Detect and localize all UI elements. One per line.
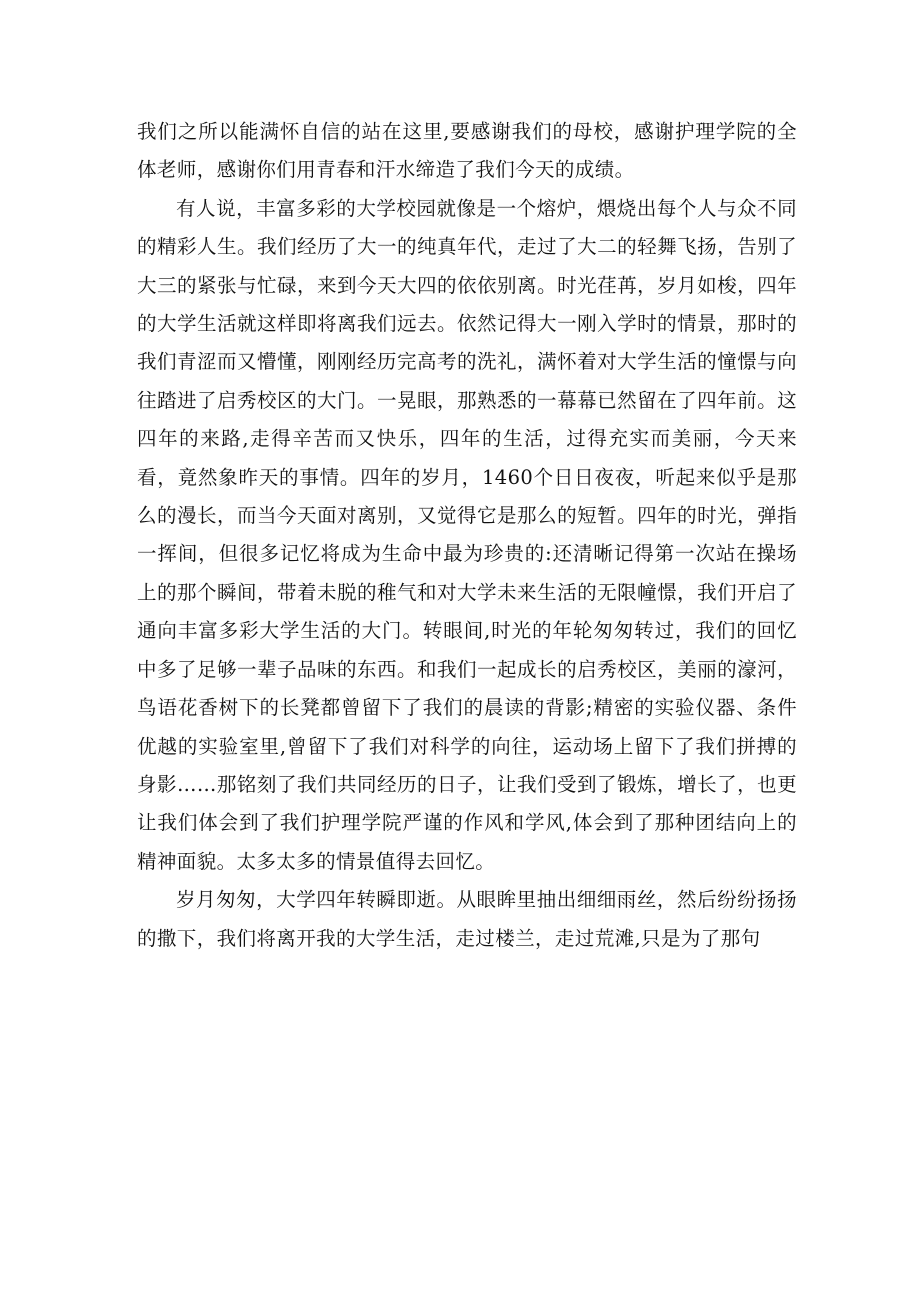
document-body [137, 113, 797, 958]
paragraph-1: 我们之所以能满怀自信的站在这里,要感谢我们的母校，感谢护理学院的全体老师，感谢你们用青春和汗水缔造了我们今天的成绩。 [137, 120, 797, 182]
paragraph-3: 岁月匆匆，大学四年转瞬即逝。从眼眸里抽出细细雨丝，然后纷纷扬扬的撒下，我们将离开我的大学生活，走过楼兰，走过荒滩,只是为了那句 [137, 888, 797, 950]
paragraph-2: 有人说，丰富多彩的大学校园就像是一个熔炉，煨烧出每个人与众不同的精彩人生。我们经历了大一的纯真年代，走过了大二的轻舞飞扬，告别了大三的紧张与忙碌，来到今天大四的依依别离。时光荏苒，岁月如梭，四年的大学生活就这样即将离我们远去。依然记得大一刚入学时的情景，那时的我们青涩而又懵懂，刚刚经历完高考的洗礼，满怀着对大学生活的憧憬与向往踏进了启秀校区的大门。一晃眼，那熟悉的一幕幕已然留在了四年前。这四年的来路,走得辛苦而又快乐，四年的生活，过得充实而美丽，今天来看，竟然象昨天的事情。四年的岁月，1460个日日夜夜，听起来似乎是那么的漫长，而当今天面对离别，又觉得它是那么的短暂。四年的时光，弹指一挥间，但很多记忆将成为生命中最为珍贵的:还清晰记得第一次站在操场上的那个瞬间，带着未脱的稚气和对大学未来生活的无限幢憬，我们开启了通向丰富多彩大学生活的大门。转眼间,时光的年轮匆匆转过，我们的回忆中多了足够一辈子品味的东西。和我们一起成长的启秀校区，美丽的濠河，鸟语花香树下的长凳都曾留下了我们的晨读的背影;精密的实验仪器、条件优越的实验室里,曾留下了我们对科学的向往，运动场上留下了我们拼搏的身影……那铭刻了我们共同经历的日子，让我们受到了锻炼，增长了，也更让我们体会到了我们护理学院严谨的作风和学风,体会到了那种团结向上的精神面貌。太多太多的情景值得去回忆。 [137, 196, 797, 873]
